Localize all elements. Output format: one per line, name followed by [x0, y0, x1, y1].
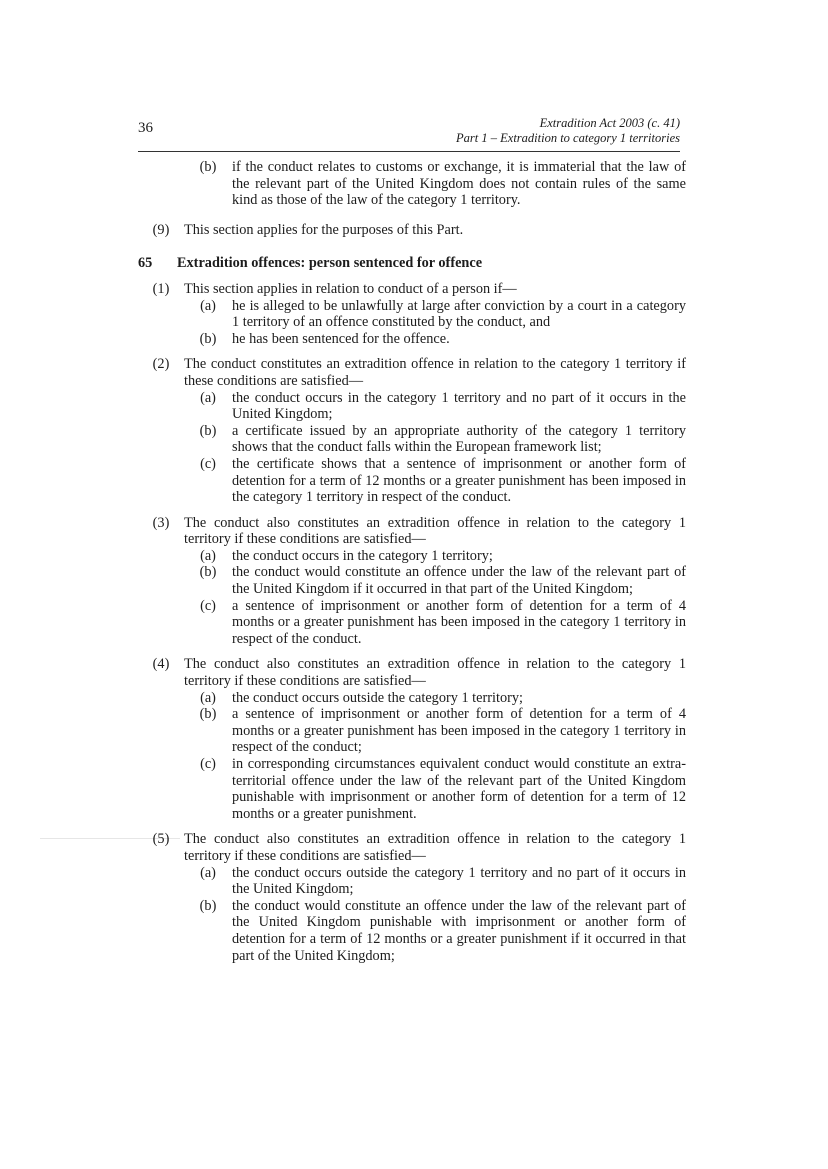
subsection-text: The conduct constitutes an extradition offence in relation to the category 1 territory if these conditions are satisfied—: [184, 356, 686, 389]
paragraph-text: the conduct would constitute an offence under the law of the relevant part of the United Kingdom if it occurred in that part of the United Kingdom;: [232, 564, 686, 598]
section-title: Extradition offences: person sentenced for offence: [177, 255, 483, 272]
paragraph-label: (b): [199, 897, 217, 914]
running-header: [456, 116, 680, 146]
paragraph-text: he has been sentenced for the offence.: [232, 330, 450, 347]
paragraph-label: (c): [200, 756, 216, 772]
subsection-1: [138, 281, 686, 298]
subsection-2: [138, 356, 686, 389]
paragraph-label: (b): [199, 422, 217, 439]
paragraph-5a: [138, 865, 686, 898]
subsection-text: The conduct also constitutes an extradition offence in relation to the category 1 territory if these conditions are satisfied—: [184, 831, 686, 864]
subsection-text: This section applies for the purposes of this Part.: [184, 221, 464, 238]
paragraph-3a: [138, 548, 686, 565]
paragraph-label: (a): [200, 389, 216, 406]
section-heading: [138, 255, 686, 272]
paragraph-label: (a): [200, 297, 216, 314]
paragraph-label: (b): [199, 159, 217, 175]
subsection-text: The conduct also constitutes an extradition offence in relation to the category 1 territory if these conditions are satisfied—: [184, 514, 686, 548]
subsection-label: (5): [152, 831, 170, 848]
paragraph-1b: [138, 331, 686, 348]
paragraph-label: (b): [199, 706, 217, 723]
paragraph-2c: [138, 456, 686, 506]
paragraph-5b: [138, 898, 686, 964]
header-part-title: Part 1 – Extradition to category 1 territories: [456, 131, 680, 145]
paragraph-text: if the conduct relates to customs or exchange, it is immaterial that the law of the relevant part of the United Kingdom does not contain rules of the same kind as those of the law of the category 1 territory.: [232, 159, 686, 209]
subsection-label: (1): [152, 280, 170, 297]
paragraph-2b: [138, 423, 686, 456]
subsection-label: (3): [152, 514, 170, 531]
subsection-text: This section applies in relation to conduct of a person if—: [184, 280, 517, 297]
subsection-3: [138, 515, 686, 548]
paragraph-text: the conduct occurs in the category 1 territory and no part of it occurs in the United Kingdom;: [232, 389, 686, 423]
subsection-9: [138, 222, 686, 239]
paragraph-label: (a): [200, 689, 216, 706]
paragraph-label: (a): [200, 547, 216, 564]
paragraph-text: the certificate shows that a sentence of imprisonment or another form of detention for a term of 12 months or a greater punishment has been imposed in the category 1 territory in respect of the conduct.: [232, 455, 686, 506]
paragraph-2a: [138, 390, 686, 423]
paragraph-label: (b): [199, 564, 217, 581]
subsection-label: (4): [152, 656, 170, 673]
paragraph-text: the conduct occurs outside the category 1 territory and no part of it occurs in the United Kingdom;: [232, 864, 686, 898]
paragraph-1a: [138, 298, 686, 331]
carry-over-paragraph-b: [138, 159, 686, 209]
paragraph-text: the conduct occurs in the category 1 territory;: [232, 547, 493, 564]
subsection-label: (2): [152, 356, 170, 373]
paragraph-label: (c): [200, 455, 216, 472]
paragraph-text: the conduct occurs outside the category 1 territory;: [232, 689, 523, 706]
subsection-5: [138, 831, 686, 864]
paragraph-label: (a): [200, 864, 216, 881]
document-body: [138, 159, 686, 964]
header-rule: [138, 151, 680, 152]
page-number: 36: [138, 120, 153, 136]
paragraph-text: he is alleged to be unlawfully at large after conviction by a court in a category 1 territory of an offence constituted by the conduct, and: [232, 297, 686, 331]
header-act-title: Extradition Act 2003 (c. 41): [539, 116, 680, 130]
paragraph-label: (c): [200, 597, 216, 614]
subsection-label: (9): [152, 221, 170, 238]
paragraph-label: (b): [199, 330, 217, 347]
paragraph-4b: [138, 706, 686, 756]
paragraph-3b: [138, 564, 686, 597]
paragraph-3c: [138, 598, 686, 648]
paragraph-4a: [138, 690, 686, 707]
section-number: 65: [138, 255, 153, 272]
paragraph-text: the conduct would constitute an offence under the law of the relevant part of the United Kingdom punishable with imprisonment or another form of detention for a term of 12 months or a greater punishment if it occurred in that part of the United Kingdom;: [232, 897, 686, 964]
paragraph-text: a certificate issued by an appropriate authority of the category 1 territory shows that the conduct falls within the European framework list;: [232, 422, 686, 456]
subsection-4: [138, 656, 686, 689]
paragraph-text: in corresponding circumstances equivalent conduct would constitute an extra-territorial offence under the law of the relevant part of the United Kingdom punishable with imprisonment or another form of detention for a term of 12 months or a greater punishment.: [232, 756, 686, 822]
paragraph-text: a sentence of imprisonment or another form of detention for a term of 4 months or a greater punishment has been imposed in the category 1 territory in respect of the conduct;: [232, 706, 686, 756]
paragraph-4c: [138, 756, 686, 822]
subsection-text: The conduct also constitutes an extradition offence in relation to the category 1 territory if these conditions are satisfied—: [184, 656, 686, 690]
paragraph-text: a sentence of imprisonment or another form of detention for a term of 4 months or a greater punishment has been imposed in the category 1 territory in respect of the conduct.: [232, 597, 686, 647]
